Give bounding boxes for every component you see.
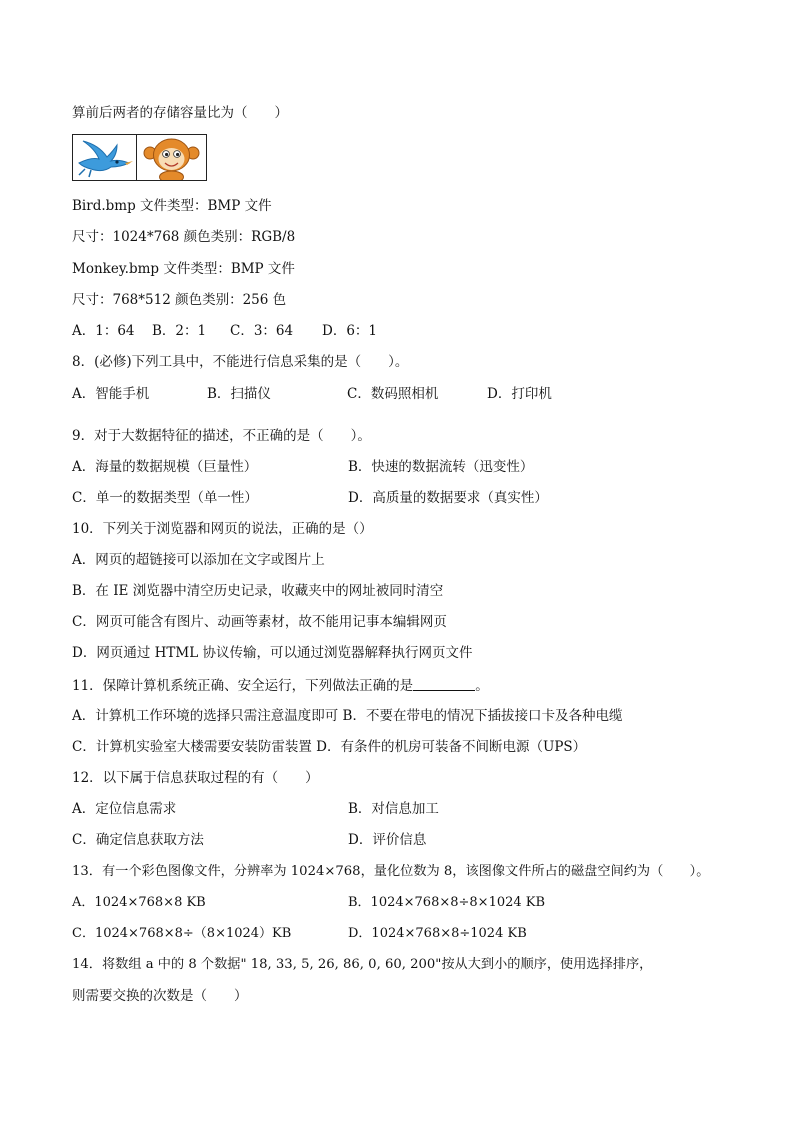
q12-option-a[interactable]: A．定位信息需求: [72, 801, 177, 817]
q13-option-d[interactable]: D．1024×768×8÷1024 KB: [348, 926, 527, 941]
monkey-icon: [137, 135, 206, 180]
q8-stem: 8．(必修)下列工具中，不能进行信息采集的是（ ）。: [72, 354, 409, 370]
q8-option-d[interactable]: D．打印机: [487, 386, 552, 402]
bird-image: [72, 134, 137, 181]
q9-option-a[interactable]: A．海量的数据规模（巨量性）: [72, 459, 258, 475]
q11-row-2[interactable]: C．计算机实验室大楼需要安装防雷装置 D．有条件的机房可装备不间断电源（UPS）: [72, 739, 587, 755]
answer-blank[interactable]: [413, 676, 475, 691]
q7-info-2: 尺寸：1024*768 颜色类别：RGB/8: [72, 229, 296, 245]
q7-info-4: 尺寸：768*512 颜色类别：256 色: [72, 292, 287, 308]
q10-option-a[interactable]: A．网页的超链接可以添加在文字或图片上: [72, 552, 325, 568]
q7-info-3: Monkey.bmp 文件类型：BMP 文件: [72, 261, 295, 277]
bird-icon: [73, 135, 136, 180]
q8-option-c[interactable]: C．数码照相机: [347, 386, 439, 402]
q9-option-b[interactable]: B．快速的数据流转（迅变性）: [348, 459, 534, 475]
q7-option-c[interactable]: C．3：64: [230, 323, 294, 339]
q8-option-b[interactable]: B．扫描仪: [207, 386, 271, 402]
q12-option-c[interactable]: C．确定信息获取方法: [72, 832, 204, 848]
q13-row-2: [72, 925, 722, 943]
q10-stem: 10．下列关于浏览器和网页的说法，正确的是（）: [72, 521, 373, 537]
q12-row-2: [72, 831, 722, 849]
q13-stem: 13．有一个彩色图像文件，分辨率为 1024×768，量化位数为 8，该图像文件所占的磁盘空间约为（ ）。: [72, 864, 710, 879]
q8-option-a[interactable]: A．智能手机: [72, 386, 150, 402]
q10-option-d[interactable]: D．网页通过 HTML 协议传输，可以通过浏览器解释执行网页文件: [72, 645, 473, 661]
q9-option-d[interactable]: D．高质量的数据要求（真实性）: [348, 490, 548, 506]
q12-row-1: [72, 800, 722, 818]
q9-option-c[interactable]: C．单一的数据类型（单一性）: [72, 490, 258, 506]
q14-stem: 14．将数组 a 中的 8 个数据" 18, 33, 5, 26, 86, 0, 60, 200"按从大到小的顺序，使用选择排序，: [72, 957, 653, 972]
q11-stem: 11．保障计算机系统正确、安全运行，下列做法正确的是: [72, 678, 414, 694]
q12-option-d[interactable]: D．评价信息: [348, 832, 427, 848]
q7-option-d[interactable]: D．6：1: [322, 323, 378, 339]
q13-row-1: [72, 894, 722, 912]
q12-stem: 12．以下属于信息获取过程的有（ ）: [72, 770, 319, 786]
q8-options: [72, 385, 552, 403]
q9-row-1: [72, 458, 722, 476]
q14-stem-continued: 则需要交换的次数是（ ）: [72, 988, 248, 1004]
q13-option-b[interactable]: B．1024×768×8÷8×1024 KB: [348, 895, 546, 910]
q10-option-b[interactable]: B．在 IE 浏览器中清空历史记录，收藏夹中的网址被同时清空: [72, 583, 444, 599]
q7-info-1: Bird.bmp 文件类型：BMP 文件: [72, 198, 272, 214]
q11-row-1[interactable]: A．计算机工作环境的选择只需注意温度即可 B．不要在带电的情况下插拔接口卡及各种电缆: [72, 708, 623, 724]
q9-stem: 9．对于大数据特征的描述，不正确的是（ ）。: [72, 428, 371, 444]
q13-option-a[interactable]: A．1024×768×8 KB: [72, 895, 206, 910]
q7-stem: 算前后两者的存储容量比为（ ）: [72, 105, 288, 121]
q7-options: [72, 322, 377, 340]
q13-option-c[interactable]: C．1024×768×8÷（8×1024）KB: [72, 926, 292, 941]
q11-stem-line: [72, 676, 489, 695]
q11-stem-end: 。: [475, 678, 489, 694]
q7-option-b[interactable]: B．2：1: [152, 323, 207, 339]
q9-row-2: [72, 489, 722, 507]
q12-option-b[interactable]: B．对信息加工: [348, 801, 439, 817]
q10-option-c[interactable]: C．网页可能含有图片、动画等素材，故不能用记事本编辑网页: [72, 614, 447, 630]
monkey-image: [136, 134, 207, 181]
q7-option-a[interactable]: A．1：64: [72, 323, 135, 339]
